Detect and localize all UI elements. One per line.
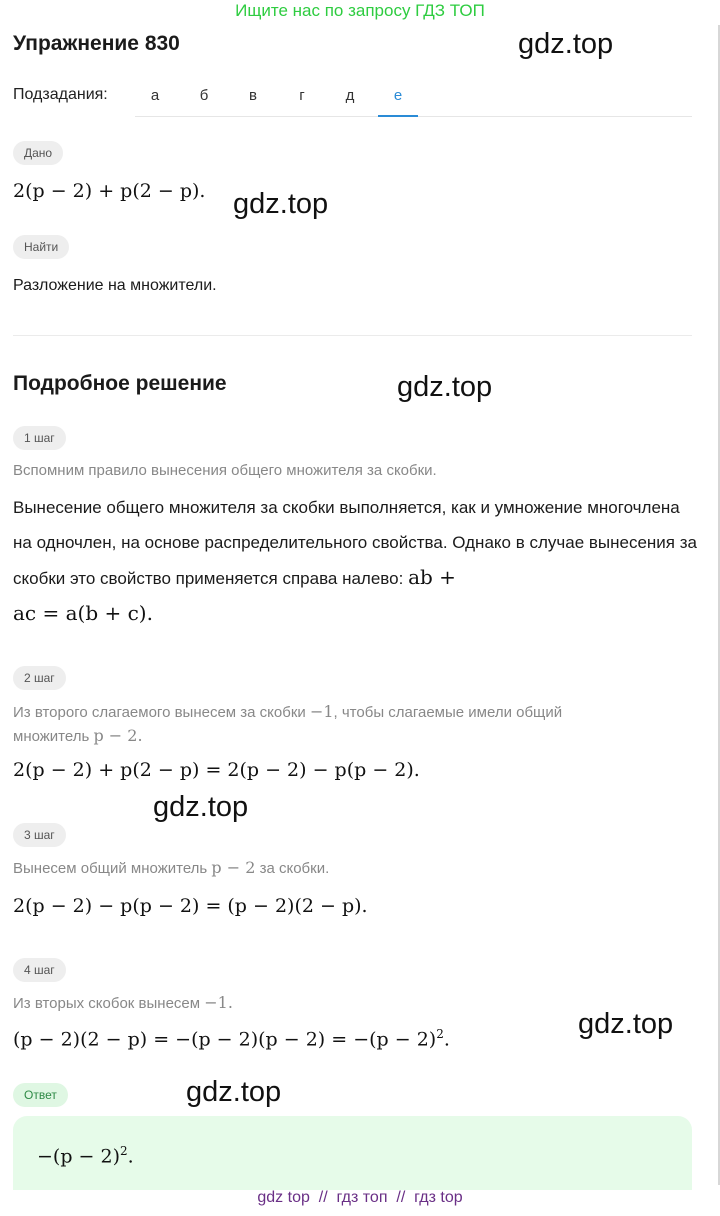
step-2-hint-a: Из второго слагаемого вынесем за скобки [13,704,306,721]
step-2-hint-math2: p − 2. [93,726,143,745]
tab-g[interactable]: г [299,87,305,104]
answer-exponent: 2 [120,1144,128,1158]
tab-a[interactable]: а [150,87,160,104]
step-4-exponent: 2 [436,1027,444,1041]
step-2-expression: 2(p − 2) + p(2 − p) = 2(p − 2) − p(p − 2). [13,759,420,781]
step-1-chip: 1 шаг [13,426,66,450]
watermark: gdz.top [153,791,249,823]
answer-chip: Ответ [13,1083,68,1107]
tab-d[interactable]: д [345,87,355,104]
step-3-hint-math: p − 2 [211,858,256,877]
answer-end: . [127,1145,134,1168]
step-4-expression [13,1027,450,1050]
watermark: gdz.top [518,28,614,60]
tab-b[interactable]: б [199,87,209,104]
step-1-text [13,490,698,632]
given-expression: 2(p − 2) + p(2 − p). [13,180,206,202]
search-banner: Ищите нас по запросу ГДЗ ТОП [235,1,485,20]
step-4-expr: (p − 2)(2 − p) = −(p − 2)(p − 2) = −(p − 2) [13,1028,437,1051]
watermark: gdz.top [397,371,493,403]
watermark: gdz.top [578,1008,674,1040]
subtask-tabs [135,78,692,117]
step-1-hint: Вспомним правило вынесения общего множителя за скобки. [13,462,437,479]
answer-expr: −(p − 2) [37,1145,120,1168]
answer-box [13,1116,692,1190]
step-4-hint [13,991,233,1015]
tab-e[interactable]: е [378,78,418,117]
step-4-chip: 4 шаг [13,958,66,982]
step-4-hint-a: Из вторых скобок вынесем [13,995,201,1012]
step-3-expression: 2(p − 2) − p(p − 2) = (p − 2)(2 − p). [13,895,368,917]
find-chip: Найти [13,235,69,259]
watermark: gdz.top [233,188,329,220]
step-2-hint-b: , чтобы слагаемые имели общий [333,704,563,721]
find-text: Разложение на множители. [13,277,217,294]
solution-heading: Подробное решение [13,372,227,395]
answer-expression [37,1144,134,1167]
step-3-hint-a: Вынесем общий множитель [13,860,208,877]
tab-v[interactable]: в [249,87,257,104]
step-1-paragraph: Вынесение общего множителя за скобки выполняется, как и умножение многочлена на одночлен, на основе распределительного свойства. Однако в случае вынесения за скобки это свойство применяется справа налево: [13,498,697,588]
step-3-chip: 3 шаг [13,823,66,847]
step-2-chip: 2 шаг [13,666,66,690]
step-3-hint-b: за скобки. [259,860,330,877]
step-2-hint [13,700,693,748]
given-chip: Дано [13,141,63,165]
step-2-hint-c: множитель [13,728,90,745]
watermark: gdz.top [186,1076,282,1108]
divider [13,335,692,336]
step-4-end: . [443,1028,450,1051]
footer-links: gdz top // гдз топ // гдз top [257,1189,463,1206]
step-3-hint [13,856,329,880]
step-1-formula-a: ab + [408,565,456,589]
step-1-formula-b: ac = a(b + c). [13,601,153,625]
subtasks-label: Подзадания: [13,86,108,103]
step-4-hint-math: −1. [204,993,233,1012]
step-2-hint-math: −1 [309,702,334,721]
page-title: Упражнение 830 [13,32,180,55]
